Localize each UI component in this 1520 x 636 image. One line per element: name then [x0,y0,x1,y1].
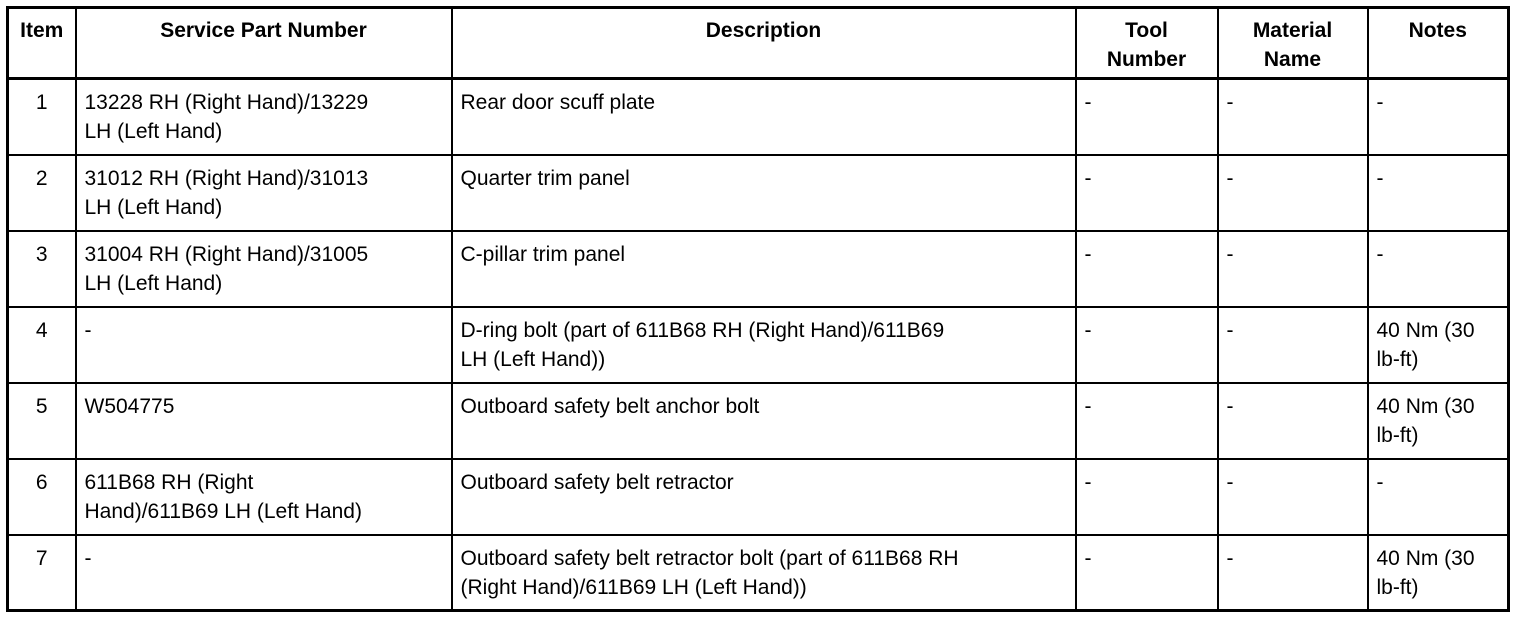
cell-description: C-pillar trim panel [452,231,1076,307]
table-row [8,535,1509,611]
cell-material-name: - [1218,231,1368,307]
header-item: Item [8,8,76,79]
service-parts-table [6,6,1510,612]
cell-description: Outboard safety belt anchor bolt [452,383,1076,459]
cell-description: D-ring bolt (part of 611B68 RH (Right Hand)/611B69 LH (Left Hand)) [452,307,1076,383]
header-row [8,8,1509,79]
cell-material-name: - [1218,383,1368,459]
cell-part-number: 13228 RH (Right Hand)/13229 LH (Left Hand) [76,79,452,155]
cell-item: 7 [8,535,76,611]
cell-tool-number: - [1076,459,1218,535]
cell-material-name: - [1218,79,1368,155]
cell-material-name: - [1218,459,1368,535]
cell-material-name: - [1218,535,1368,611]
cell-description: Outboard safety belt retractor [452,459,1076,535]
cell-notes: 40 Nm (30 lb-ft) [1368,307,1509,383]
table-row [8,79,1509,155]
cell-part-number: W504775 [76,383,452,459]
cell-notes: - [1368,231,1509,307]
cell-notes: - [1368,459,1509,535]
cell-part-number: 31012 RH (Right Hand)/31013 LH (Left Hand) [76,155,452,231]
cell-item: 6 [8,459,76,535]
cell-part-number: 611B68 RH (Right Hand)/611B69 LH (Left Hand) [76,459,452,535]
cell-material-name: - [1218,155,1368,231]
cell-part-number: - [76,307,452,383]
cell-item: 3 [8,231,76,307]
cell-tool-number: - [1076,383,1218,459]
table-row [8,231,1509,307]
cell-tool-number: - [1076,155,1218,231]
cell-tool-number: - [1076,231,1218,307]
header-description: Description [452,8,1076,79]
header-material-name: Material Name [1218,8,1368,79]
cell-part-number: - [76,535,452,611]
header-tool-number: Tool Number [1076,8,1218,79]
cell-notes: - [1368,155,1509,231]
cell-description: Quarter trim panel [452,155,1076,231]
table-row [8,307,1509,383]
cell-tool-number: - [1076,79,1218,155]
cell-material-name: - [1218,307,1368,383]
cell-item: 2 [8,155,76,231]
cell-tool-number: - [1076,535,1218,611]
cell-notes: - [1368,79,1509,155]
table-row [8,155,1509,231]
cell-item: 5 [8,383,76,459]
cell-notes: 40 Nm (30 lb-ft) [1368,535,1509,611]
header-service-part-number: Service Part Number [76,8,452,79]
cell-description: Rear door scuff plate [452,79,1076,155]
table-row [8,459,1509,535]
cell-part-number: 31004 RH (Right Hand)/31005 LH (Left Hand) [76,231,452,307]
table-row [8,383,1509,459]
cell-notes: 40 Nm (30 lb-ft) [1368,383,1509,459]
cell-item: 1 [8,79,76,155]
cell-item: 4 [8,307,76,383]
cell-description: Outboard safety belt retractor bolt (part of 611B68 RH (Right Hand)/611B69 LH (Left Hand)) [452,535,1076,611]
header-notes: Notes [1368,8,1509,79]
cell-tool-number: - [1076,307,1218,383]
